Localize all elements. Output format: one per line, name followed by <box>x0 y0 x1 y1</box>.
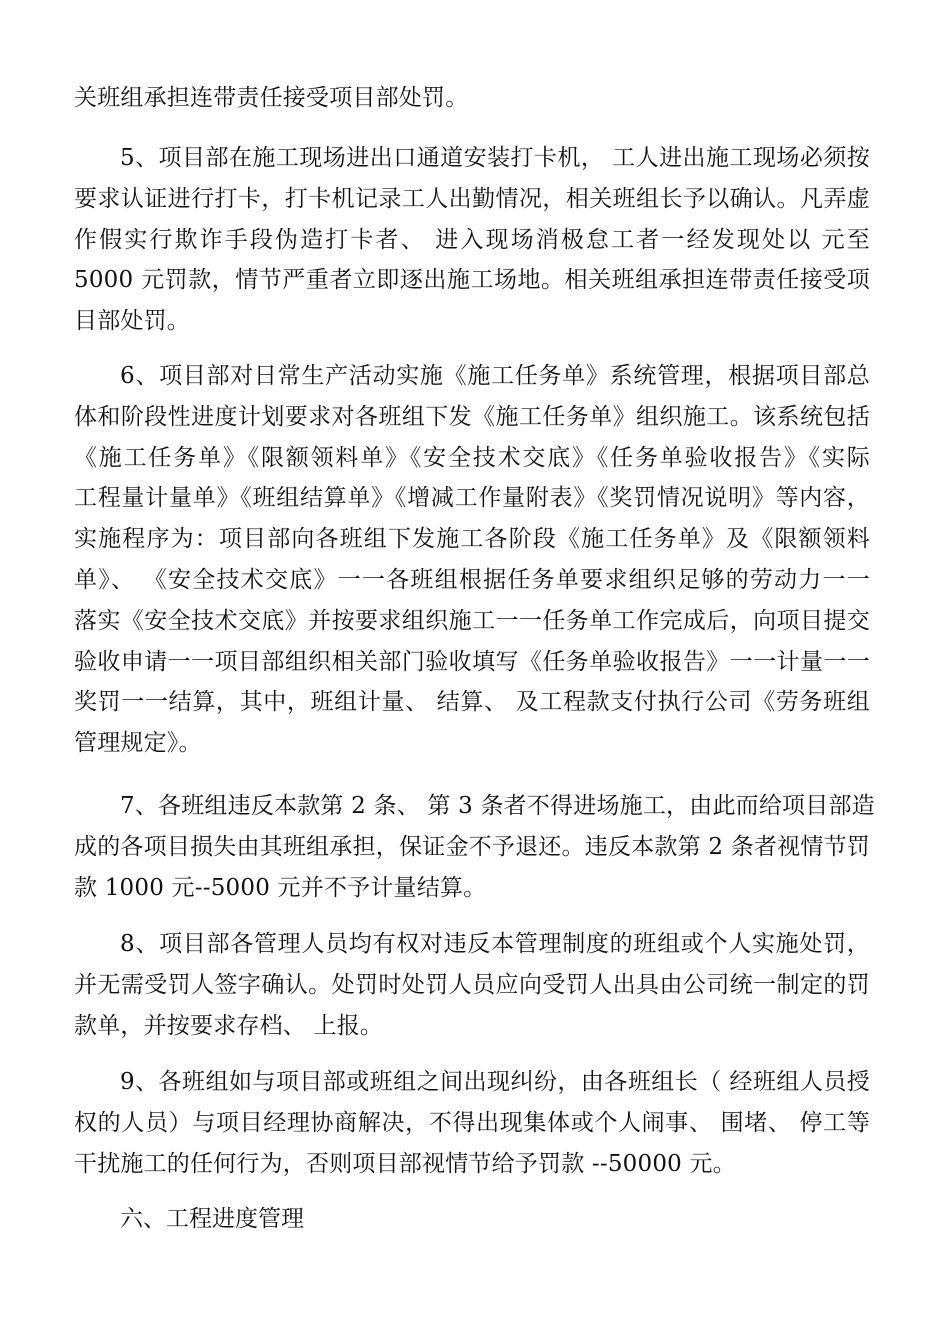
section-heading: 六、工程进度管理 <box>120 1206 304 1232</box>
text-line: 落实《安全技术交底》并按要求组织施工一一任务单工作完成后，向项目提交 <box>74 607 870 634</box>
text-line: 管理规定》。 <box>74 730 202 757</box>
text-line: 9、各班组如与项目部或班组之间出现纠纷，由各班组长（ 经班组人员授 <box>120 1069 870 1095</box>
text-line: 干扰施工的任何行为，否则项目部视情节给予罚款 --50000 元。 <box>74 1150 736 1177</box>
text-line: 单》、 《安全技术交底》一一各班组根据任务单要求组织足够的劳动力一一 <box>74 566 870 593</box>
text-line: 关班组承担连带责任接受项目部处罚。 <box>74 85 469 111</box>
text-line: 款 1000 元--5000 元并不予计量结算。 <box>74 874 487 901</box>
paragraph-6 <box>74 356 870 764</box>
text-line: 8、项目部各管理人员均有权对违反本管理制度的班组或个人实施处罚， <box>120 931 870 957</box>
text-line: 权的人员）与项目经理协商解决，不得出现集体或个人闹事、 围堵、 停工等 <box>74 1109 870 1136</box>
text-line: 工程量计量单》《班组结算单》《增减工作量附表》《奖罚情况说明》等内容， <box>74 485 870 512</box>
text-line: 体和阶段性进度计划要求对各班组下发《施工任务单》组织施工。该系统包括 <box>74 403 870 430</box>
text-line: 《施工任务单》《限额领料单》《安全技术交底》《任务单验收报告》《实际 <box>74 444 870 471</box>
paragraph-8 <box>74 924 870 1046</box>
paragraph-5 <box>74 138 870 342</box>
text-line: 5000 元罚款，情节严重者立即逐出施工场地。相关班组承担连带责任接受项 <box>74 267 870 294</box>
text-line: 6、项目部对日常生产活动实施《施工任务单》系统管理，根据项目部总 <box>120 363 870 389</box>
text-line: 作假实行欺诈手段伪造打卡者、 进入现场消极怠工者一经发现处以 元至 <box>74 226 870 253</box>
paragraph-9 <box>74 1062 870 1184</box>
text-line: 验收申请一一项目部组织相关部门验收填写《任务单验收报告》一一计量一一 <box>74 648 870 675</box>
text-line: 奖罚一一结算，其中，班组计量、 结算、 及工程款支付执行公司《劳务班组 <box>74 689 870 716</box>
text-line: 款单，并按要求存档、 上报。 <box>74 1012 384 1039</box>
paragraph-continuation <box>74 78 870 119</box>
text-line: 成的各项目损失由其班组承担，保证金不予退还。违反本款第 2 条者视情节罚 <box>74 833 870 860</box>
text-line: 并无需受罚人签字确认。处罚时处罚人员应向受罚人出具由公司统一制定的罚 <box>74 971 870 998</box>
text-line: 实施程序为：项目部向各班组下发施工各阶段《施工任务单》及《限额领料 <box>74 526 870 553</box>
text-line: 要求认证进行打卡，打卡机记录工人出勤情况，相关班组长予以确认。凡弄虚 <box>74 185 870 212</box>
text-line: 目部处罚。 <box>74 308 190 335</box>
paragraph-7 <box>74 786 875 908</box>
text-line: 7、各班组违反本款第 2 条、 第 3 条者不得进场施工，由此而给项目部造 <box>120 793 875 819</box>
text-line: 5、项目部在施工现场进出口通道安装打卡机， 工人进出施工现场必须按 <box>120 145 870 171</box>
